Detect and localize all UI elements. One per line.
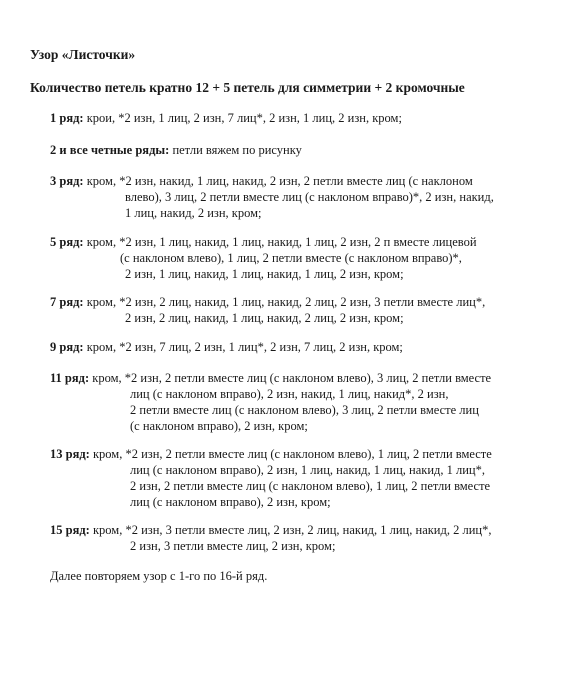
row-label: 2 и все четные ряды: xyxy=(50,143,173,157)
pattern-row-15 xyxy=(50,522,491,554)
row-text: 2 изн, 1 лиц, накид, 1 лиц, накид, 1 лиц, 2 изн, кром; xyxy=(125,267,404,281)
row-text: лиц (с наклоном вправо), 2 изн, кром; xyxy=(130,495,331,509)
row-label: 15 ряд: xyxy=(50,523,93,537)
row-label: 1 ряд: xyxy=(50,111,87,125)
row-text: (с наклоном влево), 1 лиц, 2 петли вместе (с наклоном вправо)*, xyxy=(120,251,462,265)
pattern-row-11 xyxy=(50,370,491,434)
document-title: Узор «Листочки» xyxy=(30,47,136,62)
row-label: 7 ряд: xyxy=(50,295,87,309)
pattern-row-3 xyxy=(50,173,494,221)
row-label: 5 ряд: xyxy=(50,235,87,249)
row-label: 13 ряд: xyxy=(50,447,93,461)
document-footer: Далее повторяем узор с 1-го по 16-й ряд. xyxy=(50,569,268,583)
row-text: лиц (с наклоном вправо), 2 изн, накид, 1 лиц, накид*, 2 изн, xyxy=(130,387,449,401)
row-text: кром, *2 изн, накид, 1 лиц, накид, 2 изн, 2 петли вместе лиц (с наклоном xyxy=(86,174,473,188)
row-text: петли вяжем по рисунку xyxy=(172,143,302,157)
row-text: (с наклоном вправо), 2 изн, кром; xyxy=(130,419,308,433)
pattern-row-7 xyxy=(50,294,485,326)
row-text: кром, *2 изн, 2 петли вместе лиц (с наклоном влево), 1 лиц, 2 петли вместе xyxy=(92,447,492,461)
pattern-row-5 xyxy=(50,234,477,282)
row-text: кром, *2 изн, 7 лиц, 2 изн, 1 лиц*, 2 изн, 7 лиц, 2 изн, кром; xyxy=(86,340,403,354)
pattern-row-9 xyxy=(50,339,403,355)
document-subtitle: Количество петель кратно 12 + 5 петель для симметрии + 2 кромочные xyxy=(30,80,465,95)
row-text: 2 изн, 2 петли вместе лиц (с наклоном влево), 1 лиц, 2 петли вместе xyxy=(130,479,491,493)
row-text: кром, *2 изн, 3 петли вместе лиц, 2 изн, 2 лиц, накид, 1 лиц, накид, 2 лиц*, xyxy=(92,523,492,537)
row-label: 3 ряд: xyxy=(50,174,87,188)
pattern-row-2 xyxy=(50,142,302,158)
row-label: 11 ряд: xyxy=(50,371,93,385)
row-text: крои, *2 изн, 1 лиц, 2 изн, 7 лиц*, 2 изн, 1 лиц, 2 изн, кром; xyxy=(86,111,402,125)
row-text: лиц (с наклоном вправо), 2 изн, 1 лиц, накид, 1 лиц, накид, 1 лиц*, xyxy=(130,463,485,477)
pattern-row-13 xyxy=(50,446,492,510)
row-text: 2 изн, 3 петли вместе лиц, 2 изн, кром; xyxy=(130,539,336,553)
row-text: кром, *2 изн, 2 петли вместе лиц (с наклоном влево), 3 лиц, 2 петли вместе xyxy=(92,371,492,385)
row-label: 9 ряд: xyxy=(50,340,87,354)
row-text: кром, *2 изн, 1 лиц, накид, 1 лиц, накид, 1 лиц, 2 изн, 2 п вместе лицевой xyxy=(86,235,477,249)
row-text: 1 лиц, накид, 2 изн, кром; xyxy=(125,206,262,220)
row-text: кром, *2 изн, 2 лиц, накид, 1 лиц, накид, 2 лиц, 2 изн, 3 петли вместе лиц*, xyxy=(86,295,486,309)
pattern-row-1 xyxy=(50,110,402,126)
row-text: 2 петли вместе лиц (с наклоном влево), 3 лиц, 2 петли вместе лиц xyxy=(130,403,479,417)
row-text: 2 изн, 2 лиц, накид, 1 лиц, накид, 2 лиц, 2 изн, кром; xyxy=(125,311,404,325)
row-text: влево), 3 лиц, 2 петли вместе лиц (с наклоном вправо)*, 2 изн, накид, xyxy=(125,190,494,204)
